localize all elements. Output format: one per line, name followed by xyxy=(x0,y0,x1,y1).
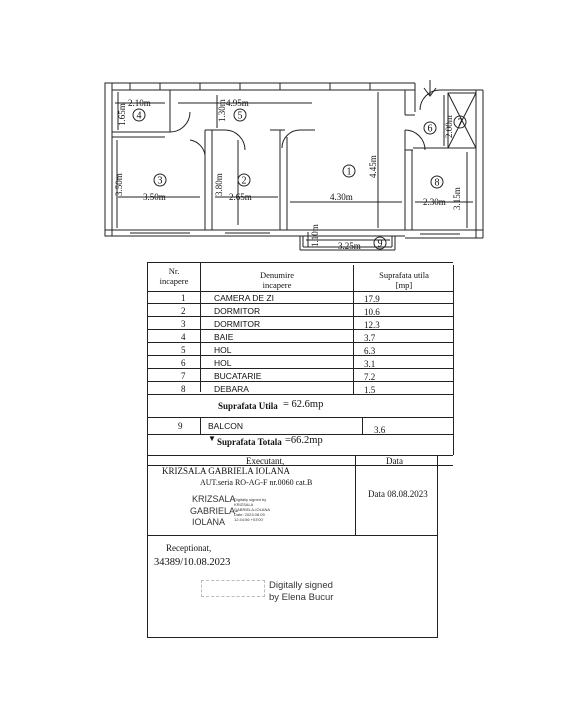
room-number: 5 xyxy=(237,110,243,122)
dimension-label: 4.45m xyxy=(368,155,378,178)
row-area: 3.7 xyxy=(364,333,376,343)
signature-detail: KRIZSALA xyxy=(234,502,254,507)
row-nr: 8 xyxy=(181,384,186,394)
dimension-label: 2.10m xyxy=(128,98,151,108)
balcon-nr: 9 xyxy=(178,421,183,431)
row-name: CAMERA DE ZI xyxy=(214,293,274,303)
header-nr-sub: incapere xyxy=(159,276,189,286)
signature-name-line: GABRIELA- xyxy=(190,506,239,516)
signature-name-line: IOLANA xyxy=(192,517,226,527)
row-area: 12.3 xyxy=(364,320,380,330)
header-nr: Nr. xyxy=(168,266,180,276)
header-denumire-sub: incapere xyxy=(262,280,292,290)
row-name: DEBARA xyxy=(214,384,249,394)
receptionat-signed-line: by Elena Bucur xyxy=(269,592,334,603)
header-suprafata: Suprafata utila xyxy=(379,270,429,280)
dimension-label: 3.50m xyxy=(143,192,166,202)
row-nr: 4 xyxy=(181,332,186,342)
dimension-label: 2.65m xyxy=(229,192,252,202)
room-number: 2 xyxy=(241,175,247,187)
room-number: 9 xyxy=(377,238,383,250)
row-nr: 5 xyxy=(181,345,186,355)
room-number: 4 xyxy=(136,110,142,122)
suprafata-utila-label: Suprafata Utila xyxy=(218,401,278,411)
dimension-label: 3.80m xyxy=(214,173,224,196)
signature-name-line: KRIZSALA xyxy=(192,494,236,504)
row-area: 10.6 xyxy=(364,307,380,317)
executant-name: KRIZSALA GABRIELA IOLANA xyxy=(162,466,290,476)
dimension-label: 1.65m xyxy=(117,103,127,126)
dimension-label: 3.25m xyxy=(338,241,361,251)
signature-stamp xyxy=(201,580,265,597)
row-area: 6.3 xyxy=(364,346,376,356)
row-name: DORMITOR xyxy=(214,306,261,316)
row-nr: 6 xyxy=(181,358,186,368)
executant-header: Executant, xyxy=(246,456,285,466)
row-area: 17.9 xyxy=(364,294,380,304)
cursor-icon: ▼ xyxy=(208,434,216,443)
room-number: 6 xyxy=(427,123,433,135)
executant-authorization: AUT.seria RO-AG-F nr.0060 cat.B xyxy=(200,478,313,487)
signature-detail: 12:44:56 +03'00' xyxy=(234,517,264,522)
row-area: 3.1 xyxy=(364,359,376,369)
receptionat-signed-line: Digitally signed xyxy=(269,580,333,591)
header-denumire: Denumire xyxy=(260,270,294,280)
dimension-label: 1.10m xyxy=(310,224,320,247)
dimension-label: 4.95m xyxy=(226,98,249,108)
balcon-area: 3.6 xyxy=(374,425,386,435)
floor-plan xyxy=(0,0,565,260)
receptionat-number: 34389/10.08.2023 xyxy=(154,557,231,568)
row-nr: 7 xyxy=(181,371,186,381)
row-name: BAIE xyxy=(214,332,234,342)
executant-date: Data 08.08.2023 xyxy=(368,489,428,499)
row-name: BUCATARIE xyxy=(214,371,262,381)
suprafata-utila-value: = 62.6mp xyxy=(283,399,324,410)
dimension-label: 2.00m xyxy=(444,115,454,138)
dimension-label: 3.15m xyxy=(452,187,462,210)
header-suprafata-sub: [mp] xyxy=(395,280,413,290)
row-nr: 1 xyxy=(181,293,186,303)
room-number: 3 xyxy=(157,175,163,187)
signature-detail: Digitally signed by xyxy=(234,497,267,502)
suprafata-totala-value: =66.2mp xyxy=(285,435,323,446)
receptionat-label: Receptionat, xyxy=(166,543,212,553)
dimension-label: 2.30m xyxy=(423,197,446,207)
room-number: 1 xyxy=(346,166,352,178)
suprafata-totala-label: Suprafata Totala xyxy=(217,437,282,447)
row-area: 7.2 xyxy=(364,372,376,382)
row-name: HOL xyxy=(214,358,232,368)
signature-detail: Date: 2023.08.09 xyxy=(234,512,265,517)
dimension-label: 3.50m xyxy=(114,173,124,196)
row-nr: 2 xyxy=(181,306,186,316)
row-name: DORMITOR xyxy=(214,319,261,329)
dimension-label: 1.30m xyxy=(217,99,227,122)
dimension-label: 4.30m xyxy=(330,192,353,202)
room-number: 8 xyxy=(434,177,440,189)
balcon-name: BALCON xyxy=(208,421,243,431)
signature-detail: GABRIELA-IOLANA xyxy=(234,507,271,512)
row-area: 1.5 xyxy=(364,385,376,395)
row-nr: 3 xyxy=(181,319,186,329)
row-name: HOL xyxy=(214,345,232,355)
data-header: Data xyxy=(386,456,403,466)
room-number: 7 xyxy=(457,117,463,129)
